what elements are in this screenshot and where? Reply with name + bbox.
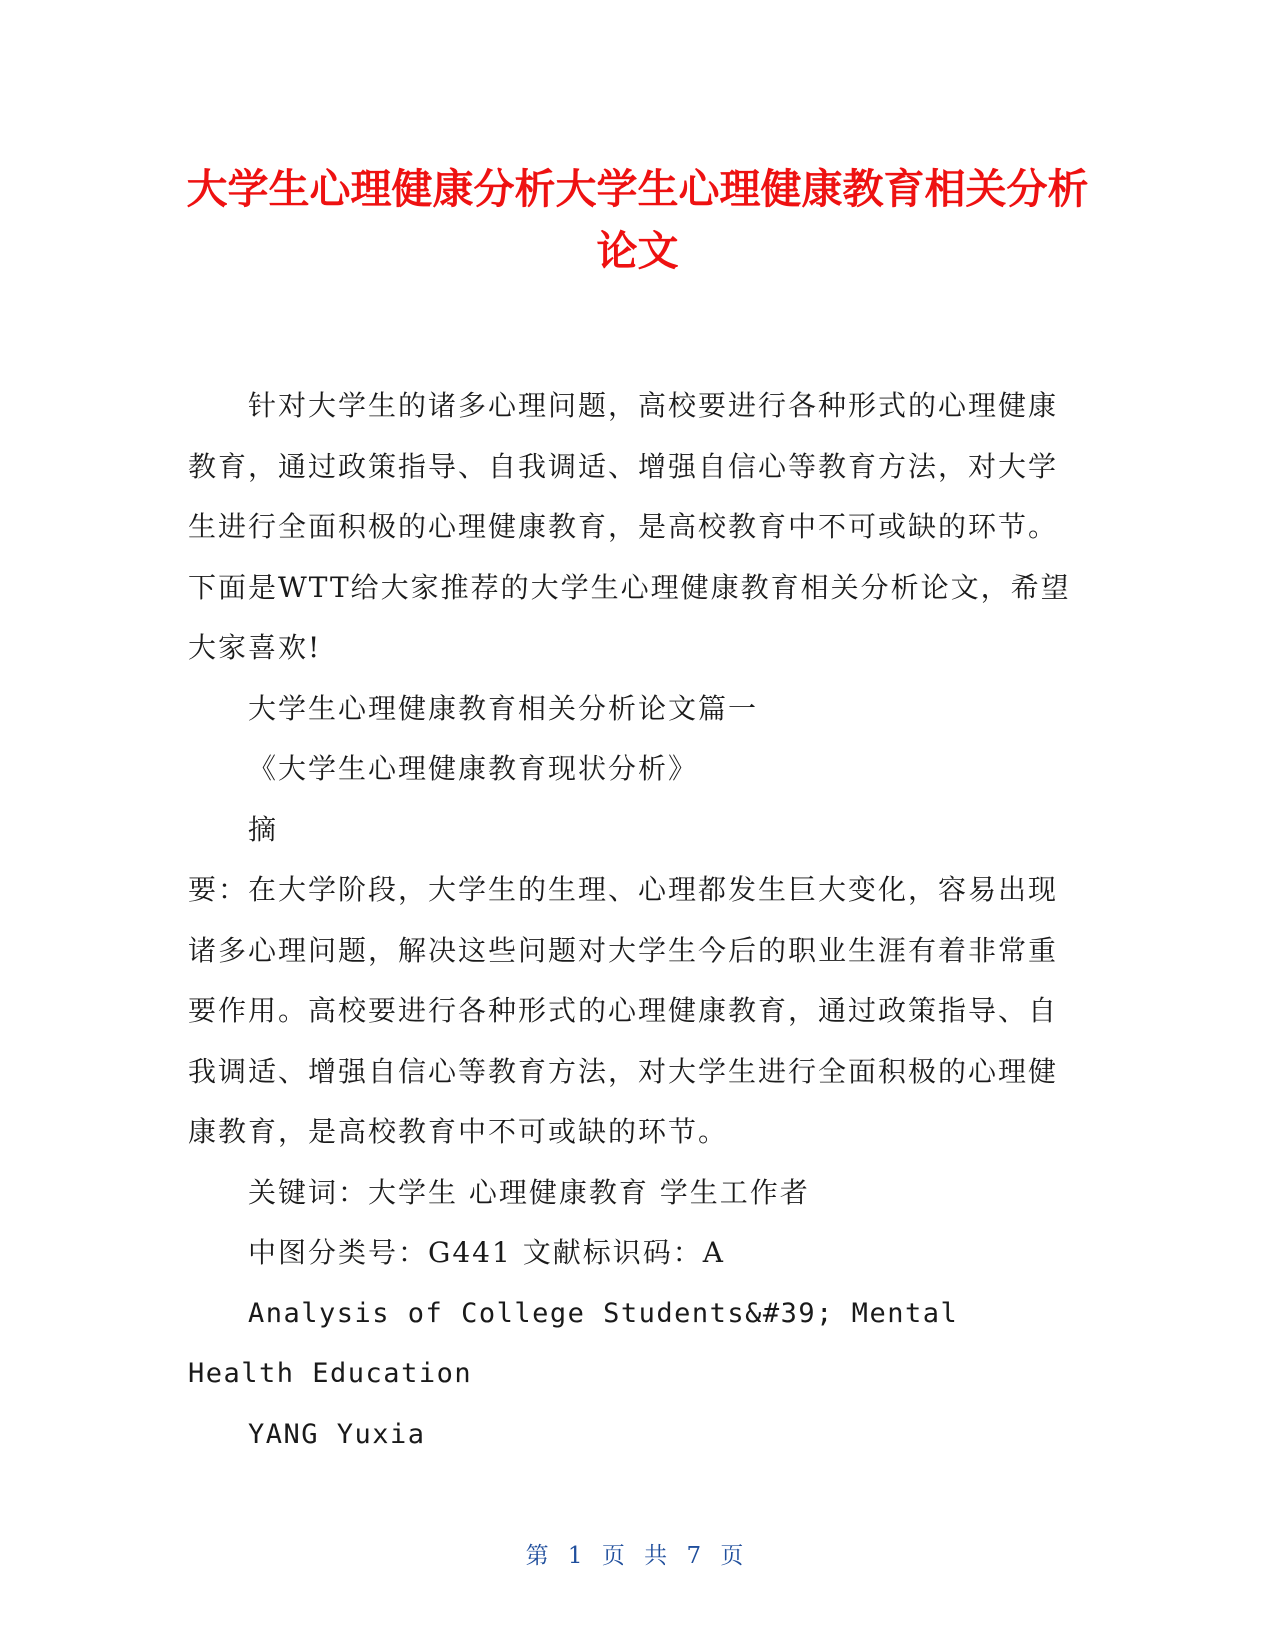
classification-line: 中图分类号：G441 文献标识码：A [248,1236,725,1269]
english-title: Analysis of College Students&#39; Mental Health Education [188,1297,959,1389]
keywords-line: 关键词：大学生 心理健康教育 学生工作者 [248,1175,810,1209]
page-number-footer: 第 1 页 共 7 页 [525,1543,750,1569]
author-name: YANG Yuxia [248,1418,426,1450]
paper-title: 《大学生心理健康教育现状分析》 [248,752,699,785]
abstract-label: 摘 [248,812,279,846]
abstract-paragraph: 要：在大学阶段，大学生的生理、心理都发生巨大变化，容易出现诸多心理问题，解决这些问题对大学生今后的职业生涯有着非常重要作用。高校要进行各种形式的心理健康教育，通过政策指导、自我调适、增强自信心等教育方法，对大学生进行全面积极的心理健康教育，是高校教育中不可或缺的环节。 [188,873,1059,1148]
document-title: 大学生心理健康分析大学生心理健康教育相关分析论文 [186,165,1089,275]
section-heading: 大学生心理健康教育相关分析论文篇一 [248,691,759,725]
document-body [188,376,1078,1465]
intro-paragraph: 针对大学生的诸多心理问题，高校要进行各种形式的心理健康教育，通过政策指导、自我调适、增强自信心等教育方法，对大学生进行全面积极的心理健康教育，是高校教育中不可或缺的环节。下面是WTT给大家推荐的大学生心理健康教育相关分析论文，希望大家喜欢! [188,389,1071,664]
